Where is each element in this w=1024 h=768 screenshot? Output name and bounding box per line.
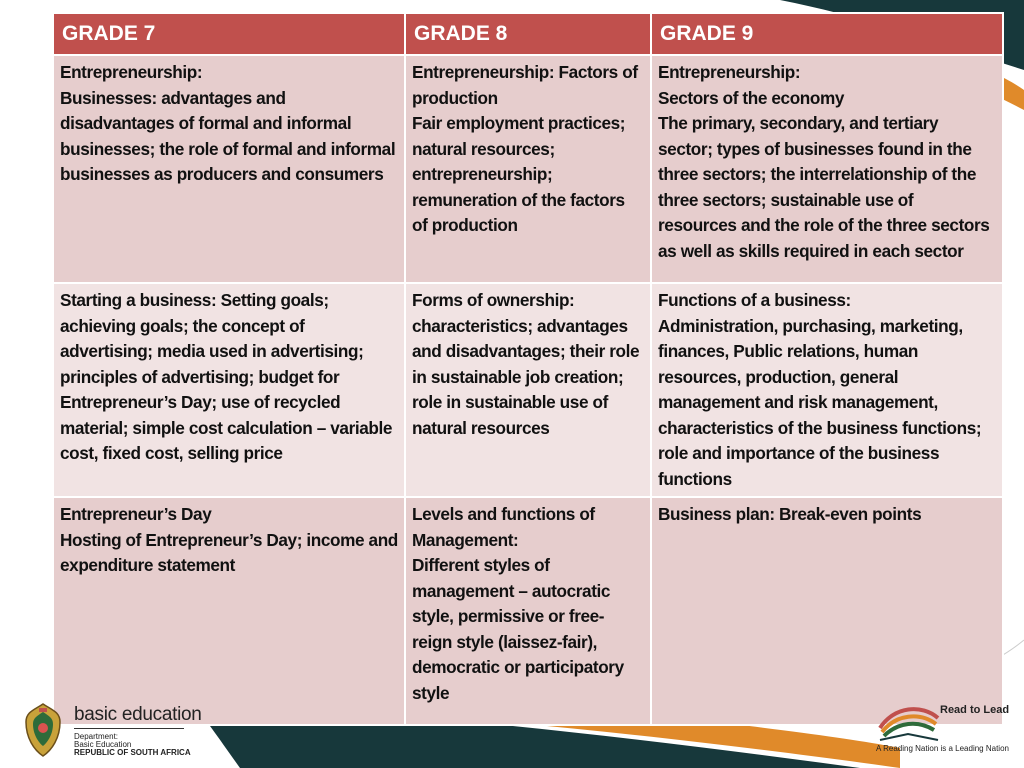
cell-text: Functions of a business: Administration, purchasing, marketing, finances, Public relations, human resources, production, general management and risk management, characteristics of the business functions; role and importance of the business functions	[658, 290, 982, 489]
table-row	[53, 497, 1003, 725]
table-cell	[405, 497, 651, 725]
cell-text: Starting a business: Setting goals; achieving goals; the concept of advertising; media used in advertising; principles of advertising; budget for Entrepreneur’s Day; use of recycled material; simple cost calculation – variable cost, fixed cost, selling price	[60, 290, 393, 463]
table-row	[53, 283, 1003, 497]
dept-line: REPUBLIC OF SOUTH AFRICA	[74, 748, 191, 757]
curriculum-table	[52, 12, 1004, 726]
cell-text: Entrepreneurship: Factors of production Fair employment practices; natural resources; entrepreneurship; remuneration of the factors of production	[412, 62, 638, 235]
table-header-row	[53, 13, 1003, 55]
header-grade-8: GRADE 8	[405, 13, 651, 55]
table-row	[53, 55, 1003, 283]
read-to-lead-logo	[872, 700, 1014, 760]
dept-logo	[22, 702, 202, 758]
table-cell	[651, 497, 1003, 725]
rtl-title: Read to Lead	[940, 704, 1010, 716]
table-cell	[405, 55, 651, 283]
cell-text: Entrepreneur’s Day Hosting of Entrepreneur’s Day; income and expenditure statement	[60, 504, 398, 575]
dept-line: Department:	[74, 732, 119, 741]
cell-text: Entrepreneurship: Businesses: advantages and disadvantages of formal and informal businesses; the role of formal and informal businesses as producers and consumers	[60, 62, 396, 184]
dept-line: Basic Education	[74, 740, 132, 749]
table-cell	[651, 55, 1003, 283]
cell-text: Levels and functions of Management: Different styles of management – autocratic style, permissive or free-reign style (laissez-fair), democratic or participatory style	[412, 504, 624, 703]
dept-divider	[74, 728, 184, 729]
dept-title: basic education	[74, 704, 202, 725]
cell-text: Entrepreneurship: Sectors of the economy The primary, secondary, and tertiary sector; types of businesses found in the three sectors; the interrelationship of the three sectors; sustainable use of resources and the role of the three sectors as well as skills required in each sector	[658, 62, 990, 261]
cell-text: Business plan: Break-even points	[658, 504, 922, 524]
header-grade-7: GRADE 7	[53, 13, 405, 55]
table-cell	[651, 283, 1003, 497]
table-cell	[53, 283, 405, 497]
table-cell	[53, 55, 405, 283]
table-cell	[53, 497, 405, 725]
rtl-tagline: A Reading Nation is a Leading Nation	[876, 744, 1009, 753]
book-arcs-icon	[874, 700, 944, 744]
coat-of-arms-icon	[22, 702, 64, 758]
header-grade-9: GRADE 9	[651, 13, 1003, 55]
cell-text: Forms of ownership: characteristics; advantages and disadvantages; their role in sustainable job creation; role in sustainable use of natural resources	[412, 290, 640, 438]
table-cell	[405, 283, 651, 497]
